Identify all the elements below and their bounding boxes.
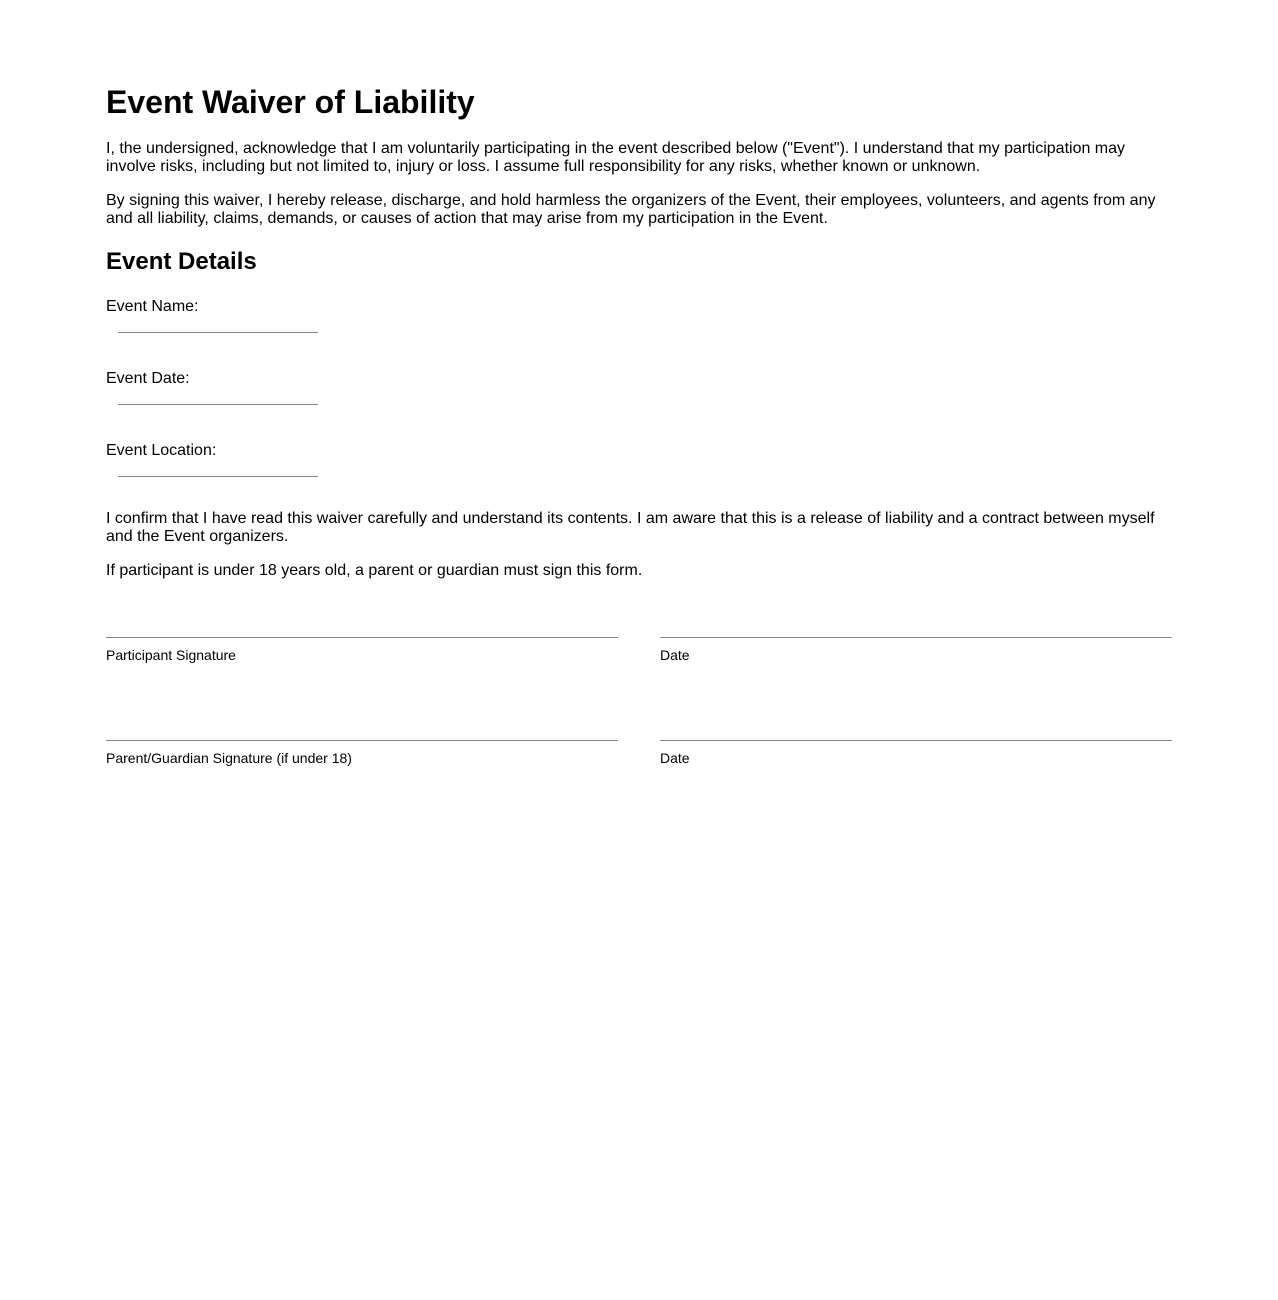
guardian-signature-label: Parent/Guardian Signature (if under 18) xyxy=(106,750,352,766)
participant-signature-line[interactable] xyxy=(106,637,618,638)
guardian-date-block xyxy=(660,740,1172,766)
event-location-input-line[interactable] xyxy=(118,476,318,477)
participant-date-line[interactable] xyxy=(660,637,1172,638)
intro-paragraph-1: I, the undersigned, acknowledge that I am voluntarily participating in the event described below ("Event"). I understand that my participation may involve risks, including but not limited to, injury or loss. I assume full responsibility for any risks, whether known or unknown. xyxy=(106,140,1126,175)
intro-paragraph-2: By signing this waiver, I hereby release, discharge, and hold harmless the organizers of the Event, their employees, volunteers, and agents from any and all liability, claims, demands, or causes of action that may arise from my participation in the Event. xyxy=(106,192,1156,227)
confirm-paragraph: I confirm that I have read this waiver carefully and understand its contents. I am aware that this is a release of liability and a contract between myself and the Event organizers. xyxy=(106,510,1155,545)
participant-date-block xyxy=(660,637,1172,663)
event-date-input-line[interactable] xyxy=(118,404,318,405)
minor-notice-paragraph: If participant is under 18 years old, a parent or guardian must sign this form. xyxy=(106,562,643,579)
participant-date-label: Date xyxy=(660,647,690,663)
guardian-date-label: Date xyxy=(660,750,690,766)
event-date-label: Event Date: xyxy=(106,370,190,387)
participant-signature-label: Participant Signature xyxy=(106,647,236,663)
event-name-field xyxy=(106,298,1172,370)
guardian-signature-row xyxy=(106,740,1172,766)
event-name-input-line[interactable] xyxy=(118,332,318,333)
page-title: Event Waiver of Liability xyxy=(106,84,475,120)
event-name-label: Event Name: xyxy=(106,298,199,315)
event-details-heading: Event Details xyxy=(106,248,257,275)
participant-signature-block xyxy=(106,637,618,663)
event-date-field xyxy=(106,370,1172,442)
event-location-field xyxy=(106,442,1172,510)
event-location-label: Event Location: xyxy=(106,442,217,459)
waiver-document xyxy=(106,0,1172,766)
guardian-signature-line[interactable] xyxy=(106,740,618,741)
guardian-date-line[interactable] xyxy=(660,740,1172,741)
guardian-signature-block xyxy=(106,740,618,766)
participant-signature-row xyxy=(106,637,1172,663)
